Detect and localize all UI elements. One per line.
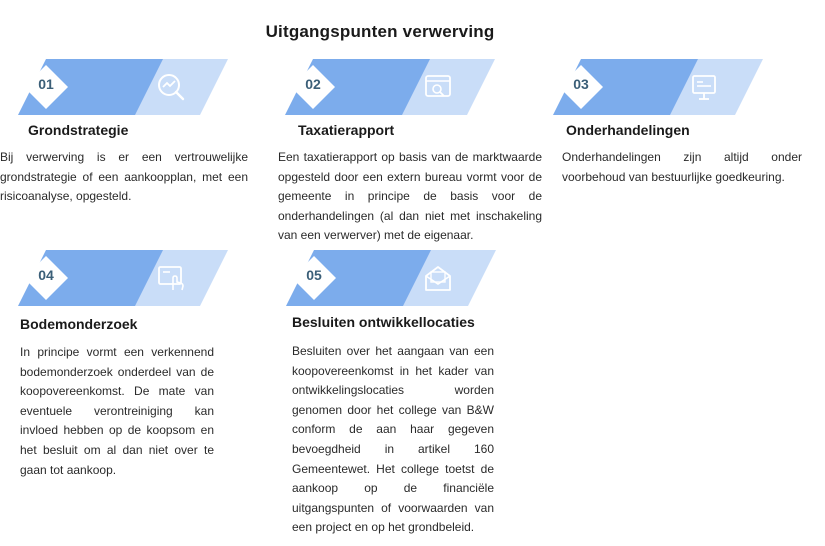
step-heading: Taxatierapport: [298, 122, 395, 138]
step-banner-04: [18, 250, 228, 306]
step-heading: Onderhandelingen: [566, 122, 690, 138]
step-number: 02: [305, 76, 321, 92]
open-mail-icon: [423, 263, 453, 293]
browser-search-icon: [423, 72, 453, 102]
search-chart-icon: [156, 72, 186, 102]
step-text: In principe vormt een verkennend bodemonderzoek onderdeel van de koopovereenkomst. De mate van eventuele verontreiniging kan invloed hebben op de koopsom en het besluit om al dan niet over te gaan tot aankoop.: [20, 345, 214, 477]
step-text: Bij verwerving is er een vertrouwelijke grondstrategie of een aankoopplan, met een risicoanalyse, opgesteld.: [0, 150, 248, 204]
step-number: 01: [38, 76, 54, 92]
step-number: 04: [38, 267, 54, 283]
step-banner-02: [285, 59, 495, 115]
step-heading: Besluiten ontwikkellocaties: [292, 314, 475, 330]
step-number: 03: [573, 76, 589, 92]
step-number: 05: [306, 267, 322, 283]
step-text: Besluiten over het aangaan van een koopovereenkomst in het kader van ontwikkelingslocaties worden genomen door het college van B&W conform de aan haar gegeven bevoegdheid in artikel 160 Gemeentewet. Het college toetst de aankoop op de financiële uitgangspunten of voorwaarden van een project en op het grondbeleid.: [292, 344, 494, 535]
step-text: Onderhandelingen zijn altijd onder voorbehoud van bestuurlijke goedkeuring.: [562, 150, 802, 184]
touch-screen-icon: [156, 263, 186, 293]
step-text: Een taxatierapport op basis van de marktwaarde opgesteld door een extern bureau vormt voor de gemeente in principe de basis voor de onderhandelingen (al dan niet met inschakeling van een verwerver) met de eigenaar.: [278, 150, 542, 243]
step-banner-01: [18, 59, 228, 115]
presentation-board-icon: [689, 72, 719, 102]
step-heading: Bodemonderzoek: [20, 316, 138, 332]
step-banner-05: [286, 250, 496, 306]
step-heading: Grondstrategie: [28, 122, 129, 138]
page-title: Uitgangspunten verwerving: [265, 22, 495, 41]
step-banner-03: [553, 59, 763, 115]
